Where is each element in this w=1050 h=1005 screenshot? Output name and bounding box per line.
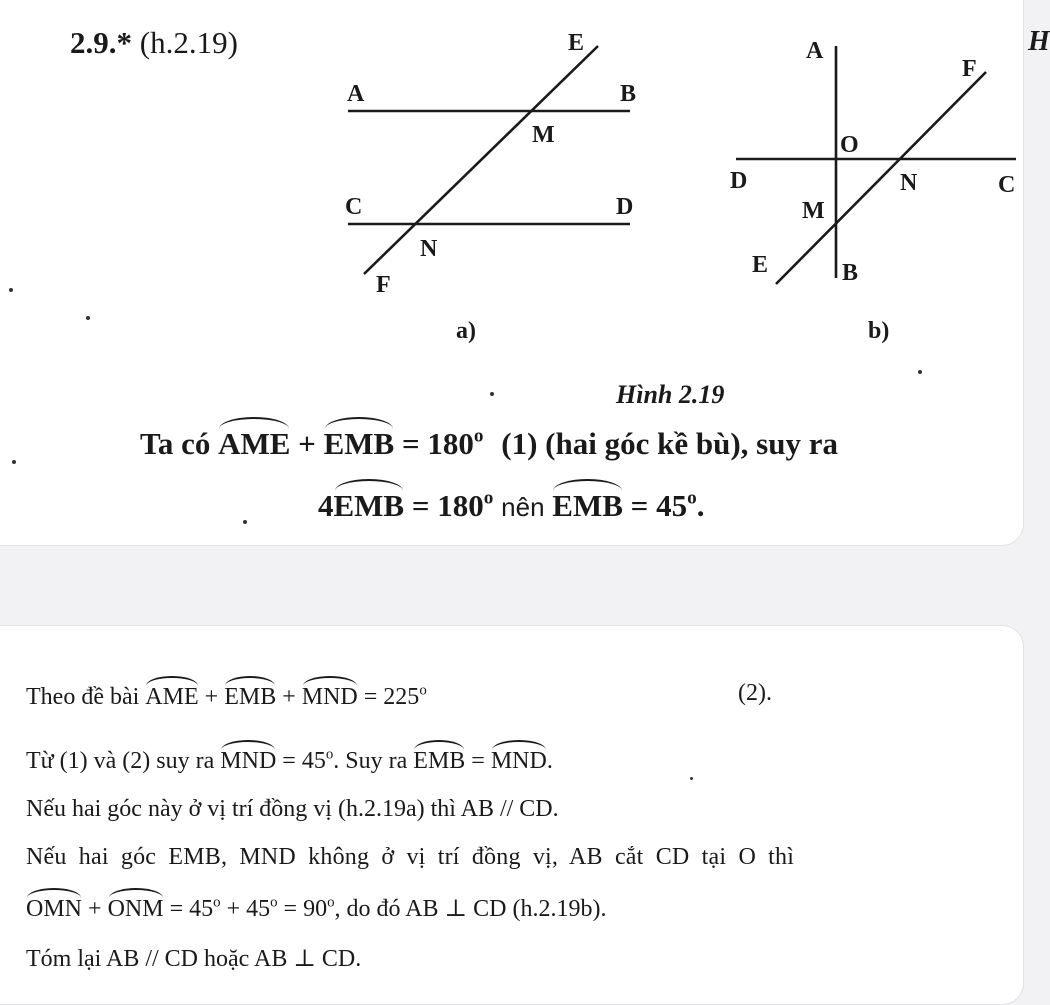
angle-emb: EMB	[324, 420, 395, 462]
text-tu-1-va-2: Từ (1) và (2) suy ra	[26, 748, 215, 774]
figure-caption: Hình 2.19	[616, 380, 725, 409]
degree-sign-b5a: o	[213, 894, 221, 911]
angle-emb-b: EMB	[224, 678, 276, 711]
degree-sign: o	[473, 425, 484, 447]
angle-mnd-b3: MND	[491, 742, 547, 775]
text-neu-hai-goc: Nếu hai góc EMB, MND không ở vị trí đồng vị, AB cắt CD tại O thì	[26, 844, 795, 870]
exercise-figure-ref: (h.2.19)	[139, 25, 238, 60]
period: .	[696, 488, 705, 523]
angle-emb-3: EMB	[552, 482, 623, 524]
scan-speck	[690, 777, 693, 780]
angle-omn: OMN	[26, 890, 82, 923]
text-suy-ra: . Suy ra	[333, 748, 408, 774]
period-b2: .	[546, 748, 553, 774]
point-label-n2: N	[900, 170, 918, 196]
figure-a	[348, 46, 630, 274]
text-do-do: , do đó AB ⊥ CD (h.2.19b).	[334, 896, 607, 922]
line-ef	[364, 46, 598, 274]
equals-sign-b2: =	[471, 748, 485, 774]
angle-emb-2: EMB	[334, 482, 405, 524]
point-label-o2: O	[840, 132, 859, 158]
solution-line-1	[140, 420, 838, 462]
point-label-c2: C	[998, 172, 1016, 198]
point-label-e1: E	[568, 30, 585, 56]
equals-180-2: = 180	[411, 488, 484, 523]
point-label-n1: N	[420, 236, 438, 262]
degree-sign-b5c: o	[327, 894, 335, 911]
text-theo-de-bai: Theo đề bài	[26, 684, 140, 710]
equals-45: = 45	[630, 488, 688, 523]
coefficient-4: 4	[318, 488, 334, 523]
equals-45-b: = 45	[282, 748, 326, 774]
text-hai-goc-ke-bu: (1) (hai góc kề bù), suy ra	[501, 426, 838, 461]
text-nen: nên	[501, 492, 545, 522]
degree-sign-b1: o	[419, 682, 427, 699]
point-label-f2: F	[962, 56, 977, 82]
angle-ame: AME	[218, 420, 290, 462]
equals-90: = 90	[283, 896, 328, 922]
plus-sign-b2: +	[282, 684, 296, 710]
point-label-m1: M	[532, 122, 555, 148]
angle-emb-b2: EMB	[413, 742, 465, 775]
angle-mnd-b: MND	[302, 678, 358, 711]
degree-sign-b2: o	[325, 746, 334, 763]
point-label-d1: D	[616, 194, 634, 220]
point-label-b1: B	[620, 81, 637, 107]
figure-b-caption: b)	[868, 318, 890, 344]
degree-sign-2: o	[483, 487, 494, 509]
cut-off-letter: H	[1028, 26, 1050, 57]
scan-speck	[490, 392, 494, 396]
line-ef-b	[776, 72, 986, 284]
plus-sign: +	[298, 426, 316, 461]
solution-line-2	[318, 482, 704, 524]
plus-sign-b1: +	[204, 684, 219, 710]
point-label-m2: M	[802, 198, 825, 224]
figure-a-caption: a)	[456, 318, 476, 344]
scan-speck	[918, 370, 922, 374]
point-label-c1: C	[345, 194, 363, 220]
degree-sign-b5b: o	[270, 894, 278, 911]
plus-45: + 45	[226, 896, 271, 922]
bottom-line-6: Tóm lại AB // CD hoặc AB ⊥ CD.	[26, 946, 362, 972]
point-label-e2: E	[752, 252, 769, 278]
point-label-a2: A	[806, 38, 824, 64]
bottom-line-3: Nếu hai góc này ở vị trí đồng vị (h.2.19a) thì AB // CD.	[26, 796, 559, 822]
point-label-a1: A	[347, 81, 365, 107]
point-label-f1: F	[376, 272, 391, 298]
equals-180: = 180	[401, 426, 474, 461]
equals-225: = 225	[363, 684, 420, 710]
scan-speck	[243, 520, 247, 524]
angle-ame-b: AME	[145, 678, 198, 711]
degree-sign-3: o	[687, 487, 697, 509]
scan-speck	[9, 288, 13, 292]
point-label-d2: D	[730, 168, 748, 194]
angle-onm: ONM	[108, 890, 164, 923]
bottom-line-2	[26, 742, 553, 775]
bottom-line-1	[26, 678, 427, 711]
scan-speck	[12, 460, 16, 464]
exercise-number: 2.9.*	[70, 25, 132, 60]
equals-45-b5: = 45	[169, 896, 214, 922]
angle-mnd-b2: MND	[220, 742, 276, 775]
point-label-b2: B	[842, 260, 859, 286]
scan-speck	[86, 316, 90, 320]
bottom-line-5	[26, 890, 606, 923]
plus-sign-b5: +	[88, 896, 102, 922]
bottom-line-4	[26, 844, 794, 871]
text-ta-co: Ta có	[140, 426, 211, 461]
equation-tag-2: (2).	[738, 680, 772, 706]
